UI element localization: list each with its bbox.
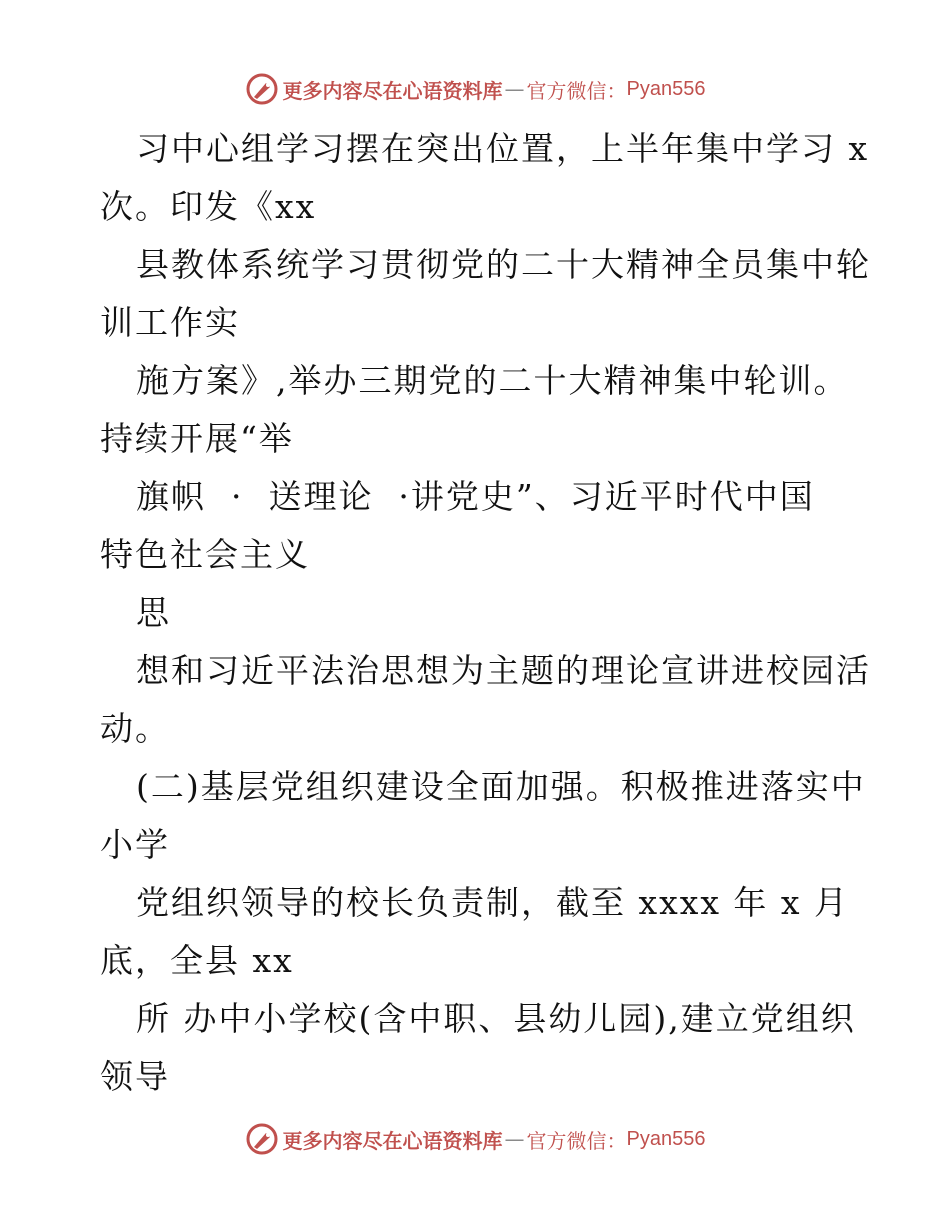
body-line: 训工作实	[100, 303, 240, 342]
watermark-id: Pyan556	[626, 77, 706, 100]
document-body	[100, 120, 871, 1106]
pen-nib-logo-icon	[245, 1122, 279, 1156]
watermark-label: 更多内容尽在心语资料库	[282, 1128, 503, 1153]
watermark-id: Pyan556	[626, 1127, 706, 1150]
body-line: 底，全县 xx	[100, 941, 294, 980]
body-line: 所 办中小学校(含中职、县幼儿园),建立党组织	[136, 999, 856, 1038]
watermark-contact: 官方微信：	[526, 1128, 627, 1153]
body-line: 小学	[100, 825, 170, 864]
watermark-contact: 官方微信：	[526, 78, 627, 103]
watermark-label: 更多内容尽在心语资料库	[282, 78, 503, 103]
body-line: 旗帜 · 送理论 ·讲党史”、习近平时代中国	[136, 477, 815, 516]
footer-watermark	[0, 1122, 950, 1156]
body-line: 习中心组学习摆在突出位置，上半年集中学习 x	[136, 129, 870, 168]
body-line: 持续开展“举	[100, 419, 294, 458]
body-line: 党组织领导的校长负责制，截至 xxxx 年 x 月	[136, 883, 850, 922]
watermark-separator: —	[504, 1127, 525, 1151]
watermark-separator: —	[504, 77, 525, 101]
body-line: 想和习近平法治思想为主题的理论宣讲进校园活	[136, 651, 871, 690]
body-line: 次。印发《xx	[100, 187, 317, 226]
body-line: 特色社会主义	[100, 535, 310, 574]
body-line: 领导	[100, 1057, 170, 1096]
body-line: (二)基层党组织建设全面加强。积极推进落实中	[136, 767, 866, 806]
header-watermark	[0, 72, 950, 106]
body-line: 施方案》,举办三期党的二十大精神集中轮训。	[136, 361, 849, 400]
body-line: 动。	[100, 709, 170, 748]
body-line: 思	[136, 593, 171, 632]
pen-nib-logo-icon	[245, 72, 279, 106]
body-line: 县教体系统学习贯彻党的二十大精神全员集中轮	[136, 245, 871, 284]
